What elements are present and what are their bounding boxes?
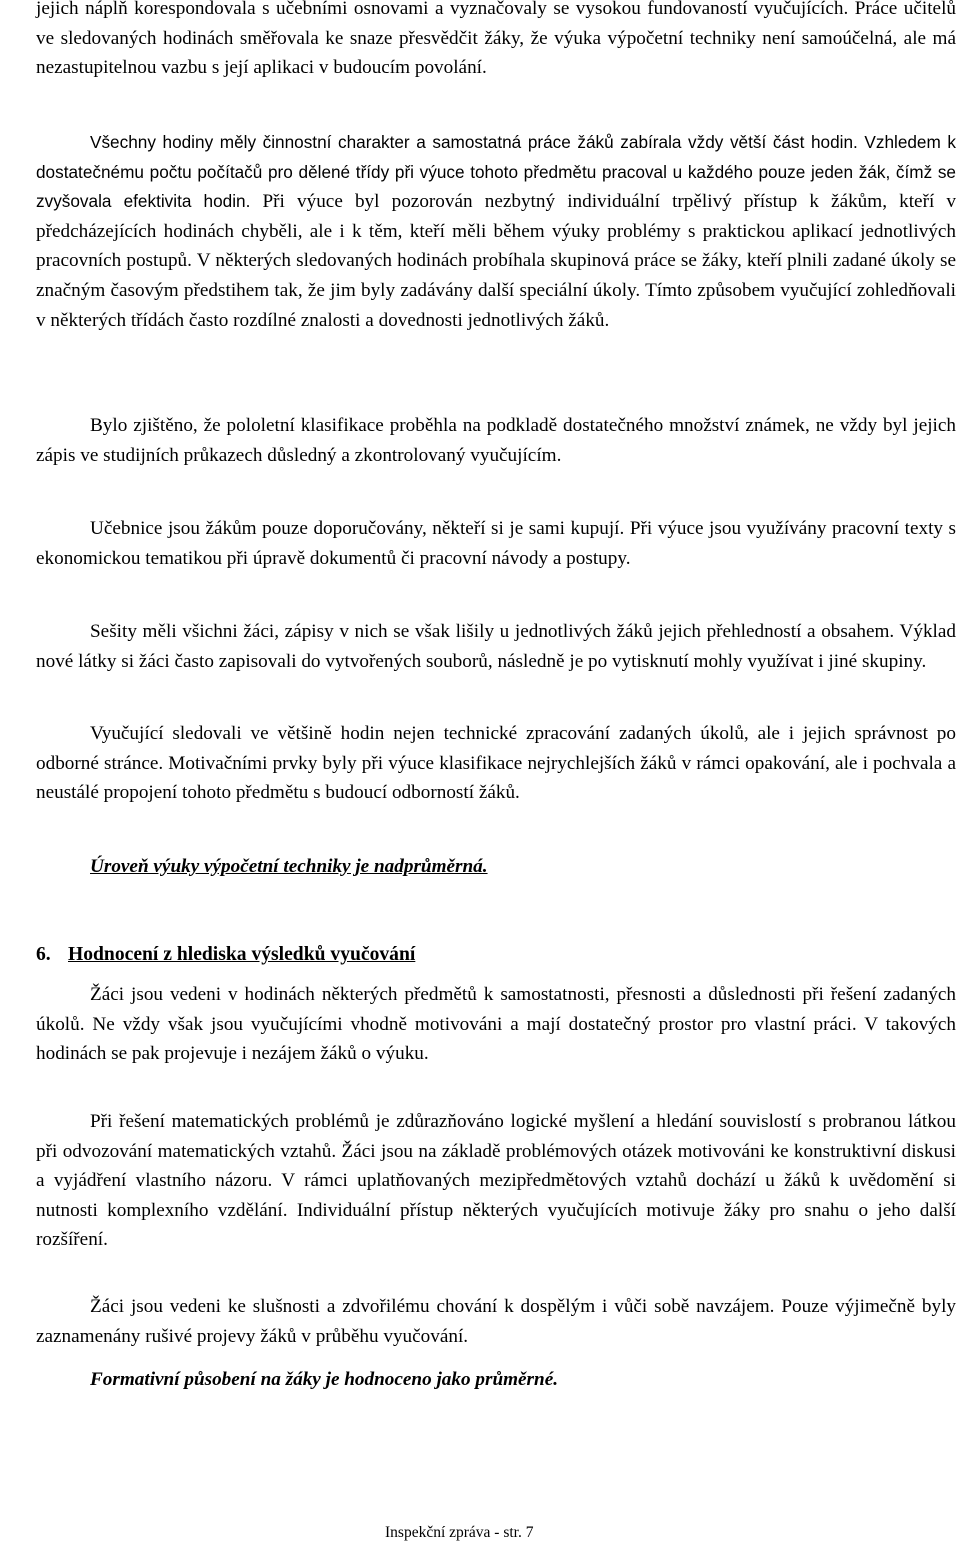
paragraph-behaviour: Žáci jsou vedeni ke slušnosti a zdvořilému chování k dospělým i vůči sobě navzájem. Pouze výjimečně byly zaznamenány rušivé projevy žáků v průběhu vyučování. xyxy=(36,1296,956,1347)
conclusion-formative-influence: Formativní působení na žáky je hodnoceno jako průměrné. xyxy=(90,1369,559,1390)
paragraph-students-guided: Žáci jsou vedeni v hodinách některých předmětů k samostatnosti, přesnosti a důslednosti při řešení zadaných úkolů. Ne vždy však jsou vyučujícími vhodně motivováni a mají dostatečný prostor pro vlastní práci. V takových hodinách se pak projevuje i nezájem žáků o výuku. xyxy=(36,984,956,1065)
page-footer: Inspekční zpráva - str. 7 xyxy=(385,1524,534,1541)
paragraph-teachers-monitoring: Vyučující sledovali ve většině hodin nejen technické zpracování zadaných úkolů, ale i jejich správnost po odborné stránce. Motivačními prvky byly při výuce klasifikace nejrychlejších žáků v rámci opakování, ale i pochvala a neustálé propojení tohoto předmětu s budoucí odborností žáků. xyxy=(36,723,956,804)
section-heading-6 xyxy=(36,940,415,970)
paragraph-math-problems: Při řešení matematických problémů je zdůrazňováno logické myšlení a hledání souvislostí s probranou látkou při odvozování matematických vztahů. Žáci jsou na základě problémových otázek motivováni ke konstruktivní diskusi a vyjádření vlastního názoru. V rámci uplatňovaných mezipředmětových vztahů dochází u žáků k uvědomění si nutnosti komplexního vzdělání. Individuální přístup některých vyučujících motivuje žáky pro snahu o jeho další rozšíření. xyxy=(36,1111,956,1251)
paragraph-intro-continuation: jejich náplň korespondovala s učebními osnovami a vyznačovaly se vysokou fundovaností vyučujících. Práce učitelů ve sledovaných hodinách směřovala ke snaze přesvědčit žáky, že výuka výpočetní techniky není samoúčelná, ale má nezastupitelnou vazbu s její aplikaci v budoucím povolání. xyxy=(36,0,956,79)
section-title: Hodnocení z hlediska výsledků vyučování xyxy=(68,944,416,965)
paragraph-activity-character xyxy=(36,128,956,335)
paragraph-serif-part: Při výuce byl pozorován nezbytný individuální trpělivý přístup k žákům, kteří v předcházejících hodinách chyběli, ale i k těm, kteří měli během výuky problémy s praktickou aplikací jednotlivých pracovních postupů. V některých sledovaných hodinách probíhala skupinová práce se žáky, kteří plnili zadané úkoly se značným časovým předstihem tak, že jim byly zadávány další speciální úkoly. Tímto způsobem vyučující zohledňovali v některých třídách často rozdílné znalosti a dovednosti jednotlivých žáků. xyxy=(36,191,957,331)
paragraph-notebooks: Sešity měli všichni žáci, zápisy v nich se však lišily u jednotlivých žáků jejich přehledností a obsahem. Výklad nové látky si žáci často zapisovali do vytvořených souborů, následně je po vytisknutí mohly využívat i jiné skupiny. xyxy=(36,621,956,672)
paragraph-textbooks: Učebnice jsou žákům pouze doporučovány, někteří si je sami kupují. Při výuce jsou využívány pracovní texty s ekonomickou tematikou při úpravě dokumentů či pracovní návody a postupy. xyxy=(36,518,956,569)
conclusion-computing-level: Úroveň výuky výpočetní techniky je nadprůměrná. xyxy=(90,856,488,877)
paragraph-classification: Bylo zjištěno, že pololetní klasifikace proběhla na podkladě dostatečného množství známek, ne vždy byl jejich zápis ve studijních průkazech důsledný a zkontrolovaný vyučujícím. xyxy=(36,415,956,466)
section-number: 6. xyxy=(36,944,51,965)
paragraph-sans-part: Všechny hodiny měly činnostní charakter a samostatná práce žáků zabírala vždy větší část hodin. Vzhledem k dostatečnému počtu počítačů pro dělené třídy při výuce tohoto předmětu pracoval u každého pouze jeden žák, čímž se zvyšovala efektivita hodin. xyxy=(36,132,956,212)
